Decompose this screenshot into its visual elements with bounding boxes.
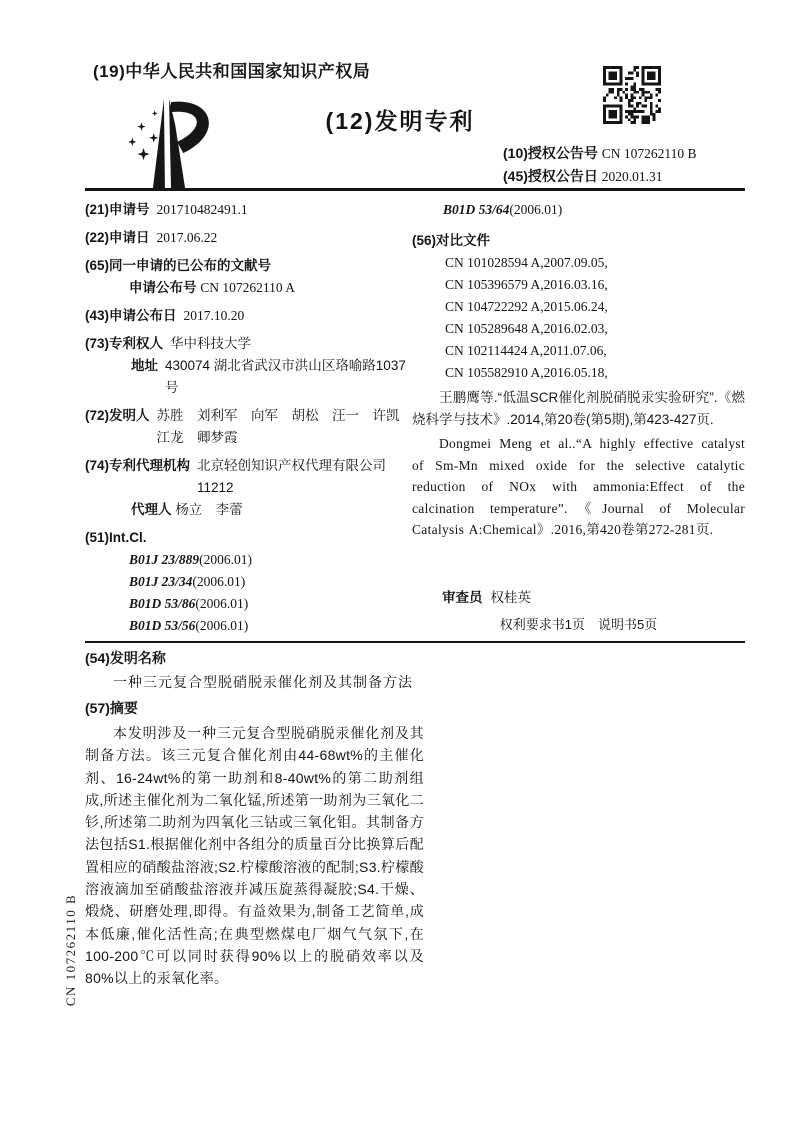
- field-label: (65)同一申请的已公布的文献号: [85, 258, 272, 273]
- field-inventors: [85, 405, 412, 449]
- patent-reference: CN 105396579 A,2016.03.16,: [445, 277, 608, 292]
- field-label: (51)Int.Cl.: [85, 530, 147, 545]
- bibliographic-columns: [85, 199, 745, 637]
- ipc-entry: B01D 53/86(2006.01): [129, 596, 249, 611]
- examiner-row: [412, 587, 745, 609]
- field-patentee: [85, 333, 412, 399]
- ipc-entry-continued: B01D 53/64(2006.01): [443, 202, 563, 217]
- field-application-number: [85, 199, 412, 221]
- doc-type-title: (12)发明专利: [325, 108, 475, 134]
- qr-code-icon: [603, 66, 661, 124]
- examiner-name: 权桂英: [490, 590, 531, 605]
- patent-reference: CN 105582910 A,2016.05.18,: [445, 365, 608, 380]
- ipc-entry: B01J 23/889(2006.01): [129, 552, 253, 567]
- biblio-right-column: [412, 199, 745, 637]
- agent-names: 杨立 李蕾: [175, 502, 243, 517]
- field-label: (72)发明人: [85, 408, 150, 423]
- patent-reference: CN 104722292 A,2015.06.24,: [445, 299, 608, 314]
- ipc-entry: B01J 23/34(2006.01): [129, 574, 246, 589]
- patentee-address: 地址 430074 湖北省武汉市洪山区珞喻路1037号: [131, 358, 406, 395]
- abstract-text: 本发明涉及一种三元复合型脱硝脱汞催化剂及其制备方法。该三元复合催化剂由44-68wt%的主催化剂、16-24wt%的第一助剂和8-40wt%的第二助剂组成,所述主催化剂为二氧化锰,所述第一助剂为三氧化二钐,所述第二助剂为四氧化三钴或三氧化钼。其制备方法包括S1.根据催化剂中各组分的质量百分比换算后配置相应的硝酸盐溶液;S2.柠檬酸溶液的配制;S3.柠檬酸溶液滴加至硝酸盐溶液并减压旋蒸得凝胶;S4.干燥、煅烧、研磨处理,即得。有益效果为,制备工艺简单,成本低廉,催化活性高;在典型燃煤电厂烟气气氛下,在100-200℃可以同时获得90%以上的脱硝效率以及80%以上的汞氧化率。: [85, 725, 424, 987]
- field-label: (22)申请日: [85, 230, 150, 245]
- title-abstract-section: [85, 648, 424, 990]
- field-int-cl: [85, 527, 412, 637]
- office-name: (19)中华人民共和国国家知识产权局: [93, 62, 371, 81]
- field-agency: [85, 455, 412, 521]
- patent-reference: CN 101028594 A,2007.09.05,: [445, 255, 608, 270]
- publication-block: [503, 142, 697, 188]
- field-value: 2017.10.20: [183, 308, 245, 323]
- grant-date-value: 2020.01.31: [601, 169, 663, 184]
- grant-number-label: (10)授权公告号: [503, 145, 598, 161]
- patent-reference: CN 105289648 A,2016.02.03,: [445, 321, 608, 336]
- field-application-date: [85, 227, 412, 249]
- field-label: (73)专利权人: [85, 336, 164, 351]
- grant-number-value: CN 107262110 B: [601, 146, 697, 161]
- invention-title: 一种三元复合型脱硝脱汞催化剂及其制备方法: [113, 674, 413, 690]
- grant-date-label: (45)授权公告日: [503, 168, 598, 184]
- field-label: (21)申请号: [85, 202, 150, 217]
- field-label: (74)专利代理机构: [85, 458, 191, 473]
- field-cited-documents: [412, 230, 745, 541]
- field-value: 201710482491.1: [156, 202, 248, 217]
- patentee-name: 华中科技大学: [170, 336, 252, 351]
- grant-date-row: [503, 165, 697, 188]
- field-publication-date: [85, 305, 412, 327]
- field-label: (43)申请公布日: [85, 308, 177, 323]
- field-value: 2017.06.22: [156, 230, 218, 245]
- patent-reference-list: [412, 252, 745, 384]
- field-prior-publication: [85, 255, 412, 299]
- field-label: (56)对比文件: [412, 233, 491, 248]
- invention-title-label: (54)发明名称: [85, 650, 166, 666]
- examiner-label: 审查员: [442, 590, 483, 605]
- pages-note: 权利要求书1页 说明书5页: [499, 617, 658, 632]
- agency-name: 北京轻创知识产权代理有限公司 11212: [197, 458, 387, 495]
- abstract-label: (57)摘要: [85, 700, 138, 716]
- agent-row: 代理人 杨立 李蕾: [131, 502, 243, 517]
- grant-number-row: [503, 142, 697, 165]
- ipc-entry: B01D 53/56(2006.01): [129, 618, 249, 633]
- nonpatent-reference-en: Dongmei Meng et al..“A highly effective catalyst of Sm-Mn mixed oxide for the selective catalytic reduction of NOx with ammonia:Effect of the calcination temperature”.《Journal of Molecular Catalysis A:Chemical》.2016,第420卷第272-281页.: [412, 436, 745, 537]
- header-divider: [85, 188, 745, 191]
- section-divider: [85, 641, 745, 643]
- biblio-left-column: [85, 199, 412, 637]
- patent-reference: CN 102114424 A,2011.07.06,: [445, 343, 607, 358]
- inventor-names: 苏胜 刘利军 向军 胡松 汪一 许凯 江龙 卿梦霞: [156, 408, 414, 445]
- nonpatent-reference-cn: 王鹏鹰等.“低温SCR催化剂脱硝脱汞实验研究”.《燃烧科学与技术》.2014,第20卷(第5期),第423-427页.: [412, 390, 745, 427]
- prior-publication-number: 申请公布号 CN 107262110 A: [129, 280, 296, 295]
- side-document-number: CN 107262110 B: [63, 893, 78, 1007]
